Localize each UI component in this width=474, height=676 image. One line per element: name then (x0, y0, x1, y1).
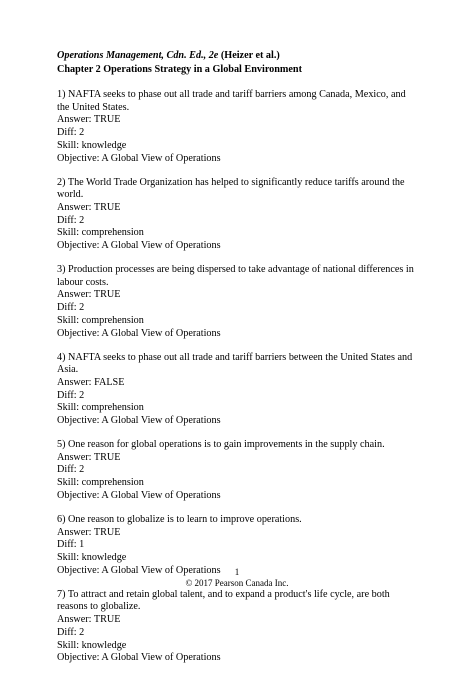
question-objective: Objective: A Global View of Operations (57, 327, 221, 339)
question-answer: Answer: TRUE (57, 451, 121, 463)
question-text: 2) The World Trade Organization has helped to significantly reduce tariffs around the world. (57, 176, 405, 201)
question-skill: Skill: knowledge (57, 139, 127, 151)
question-text: 7) To attract and retain global talent, and to expand a product's life cycle, are both reasons to globalize. (57, 588, 390, 613)
question-objective: Objective: A Global View of Operations (57, 652, 221, 664)
question-answer: Answer: TRUE (57, 201, 121, 213)
question-item-4 (57, 352, 419, 428)
chapter-title: Chapter 2 Operations Strategy in a Global Environment (57, 64, 302, 75)
question-text: 5) One reason for global operations is to gain improvements in the supply chain. (57, 439, 385, 451)
book-title-italic: Operations Management, Cdn. Ed., 2e (57, 50, 219, 61)
question-answer: Answer: TRUE (57, 114, 121, 126)
question-text: 3) Production processes are being dispersed to take advantage of national differences in labour costs. (57, 264, 414, 288)
question-item-2 (57, 177, 419, 253)
question-difficulty: Diff: 2 (57, 464, 85, 476)
question-skill: Skill: comprehension (57, 477, 144, 489)
question-skill: Skill: comprehension (57, 402, 144, 414)
question-difficulty: Diff: 1 (57, 539, 85, 551)
document-header (57, 49, 417, 77)
question-difficulty: Diff: 2 (57, 302, 85, 314)
question-answer: Answer: TRUE (57, 526, 121, 538)
question-item-1 (57, 89, 419, 165)
question-skill: Skill: knowledge (57, 551, 127, 563)
question-skill: Skill: knowledge (57, 639, 127, 651)
question-text: 6) One reason to globalize is to learn to improve operations. (57, 513, 302, 525)
book-authors: (Heizer et al.) (218, 50, 280, 61)
question-item-7 (57, 589, 419, 665)
page-number: 1 (234, 567, 240, 577)
question-difficulty: Diff: 2 (57, 214, 85, 226)
question-objective: Objective: A Global View of Operations (57, 564, 221, 576)
question-objective: Objective: A Global View of Operations (57, 415, 221, 427)
question-answer: Answer: FALSE (57, 376, 125, 388)
question-answer: Answer: TRUE (57, 289, 121, 301)
question-objective: Objective: A Global View of Operations (57, 152, 221, 164)
copyright-notice: © 2017 Pearson Canada Inc. (185, 578, 289, 588)
question-skill: Skill: comprehension (57, 227, 144, 239)
question-objective: Objective: A Global View of Operations (57, 489, 221, 501)
question-text: 4) NAFTA seeks to phase out all trade and tariff barriers between the United States and Asia. (57, 351, 413, 376)
question-item-5 (57, 439, 419, 503)
question-answer: Answer: TRUE (57, 614, 121, 626)
question-difficulty: Diff: 2 (57, 626, 85, 638)
question-objective: Objective: A Global View of Operations (57, 240, 221, 252)
question-difficulty: Diff: 2 (57, 389, 85, 401)
book-title (57, 49, 417, 63)
question-skill: Skill: comprehension (57, 314, 144, 326)
question-difficulty: Diff: 2 (57, 127, 85, 139)
question-text: 1) NAFTA seeks to phase out all trade and tariff barriers among Canada, Mexico, and the United States. (57, 89, 406, 113)
question-item-3 (57, 264, 419, 340)
